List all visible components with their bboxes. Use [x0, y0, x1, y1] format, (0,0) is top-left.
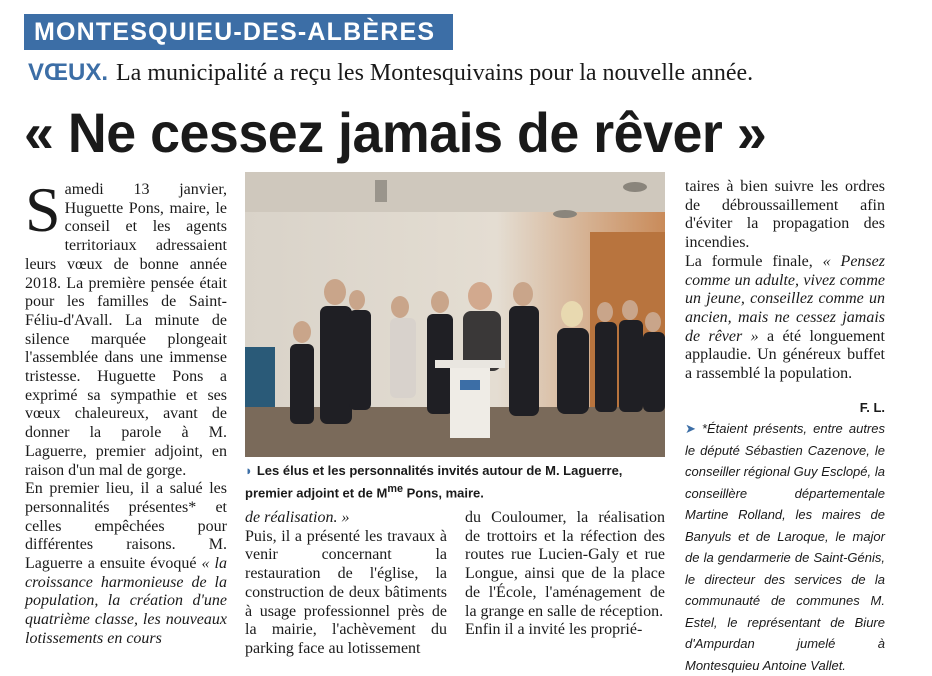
quote-closing: « Pensez comme un adulte, vivez comme un jeune, conseillez comme un ancien, mais ne cessez jamais de rêver »	[685, 252, 885, 345]
caption-text: Les élus et les personnalités invités autour de M. Laguerre, premier adjoint et de M	[245, 463, 623, 501]
paragraph-closing	[685, 253, 885, 384]
article-column-1	[25, 174, 227, 649]
kicker	[28, 58, 908, 88]
paragraph-greetings	[25, 480, 227, 648]
attendees-note	[685, 418, 885, 676]
triangle-bullet-icon: ◗	[245, 463, 253, 478]
headline: « Ne cessez jamais de rêver »	[24, 101, 767, 164]
event-photo	[245, 172, 665, 457]
caption-text-end: Pons, maire.	[402, 485, 484, 501]
arrow-right-icon: ➤	[685, 421, 696, 436]
photo-caption	[245, 462, 665, 502]
paragraph-invite-continued: taires à bien suivre les ordres de débroussaillement afin d'éviter la propagation des incendies.	[685, 178, 885, 252]
drop-cap: S	[25, 174, 61, 245]
quote-continuation	[245, 509, 447, 528]
kicker-tag: VŒUX.	[28, 59, 109, 86]
caption-superscript: me	[387, 483, 403, 495]
paragraph-intro-text: amedi 13 janvier, Huguette Pons, maire, le conseil et les agents territoriaux adressaient leurs vœux de bonne année 2018. La première pensée était pour les familles de Saint-Féliu-d'Avall. La minute de silence marquée plongeait l'assemblée dans une immense tristesse. Huguette Pons a exprimé sa sympathie et ses vœux chaleureux, avant de donner la parole à M. Laguerre, premier adjoint, en raison d'un mal de gorge.	[25, 181, 227, 479]
article-column-3	[465, 509, 665, 640]
article-column-2	[245, 509, 447, 659]
quote-end: de réalisation. »	[245, 509, 350, 526]
author-signature: F. L.	[859, 400, 885, 415]
paragraph-invite: Enfin il a invité les proprié-	[465, 621, 643, 639]
closing-text-end: a été longuement applaudie. Un généreux buffet a rassemblé la population.	[685, 327, 886, 383]
section-rubric: MONTESQUIEU-DES-ALBÈRES	[24, 14, 453, 50]
paragraph-works-continued: du Couloumer, la réalisation de trottoirs et la réfection des routes rue Lucien-Galy et rue Longue, ainsi que de la place de l'École, l'aménagement de la grange en salle de réception.	[465, 509, 665, 620]
article-column-4	[685, 178, 885, 384]
attendees-note-text: *Étaient présents, entre autres le député Sébastien Cazenove, le conseiller régional Guy Esclopé, la conseillère départementale Martine Rolland, les maires de Banyuls et de Laroque, le major de la gendarmerie de Saint-Génis, le directeur des services de la communauté de communes M. Estel, le représentant de Biure d'Ampurdan jumelé à Montesquieu Antoine Vallet.	[685, 421, 885, 673]
closing-text: La formule finale,	[685, 252, 823, 270]
quote-growth: « la croissance harmonieuse de la population, la création d'une quatrième classe, les nouveaux lotissements en cours	[25, 555, 227, 647]
kicker-text: La municipalité a reçu les Montesquivains pour la nouvelle année.	[116, 60, 754, 86]
paragraph-intro	[25, 174, 227, 480]
paragraph-greetings-text: En premier lieu, il a salué les personnalités présentes* et celles empêchées pour différentes raisons. M. Laguerre a ensuite évoqué	[25, 480, 227, 573]
paragraph-works: Puis, il a présenté les travaux à venir concernant la restauration de l'église, la construction de deux bâtiments à usage professionnel près de la mairie, l'achèvement du parking face au lotissement	[245, 527, 447, 657]
